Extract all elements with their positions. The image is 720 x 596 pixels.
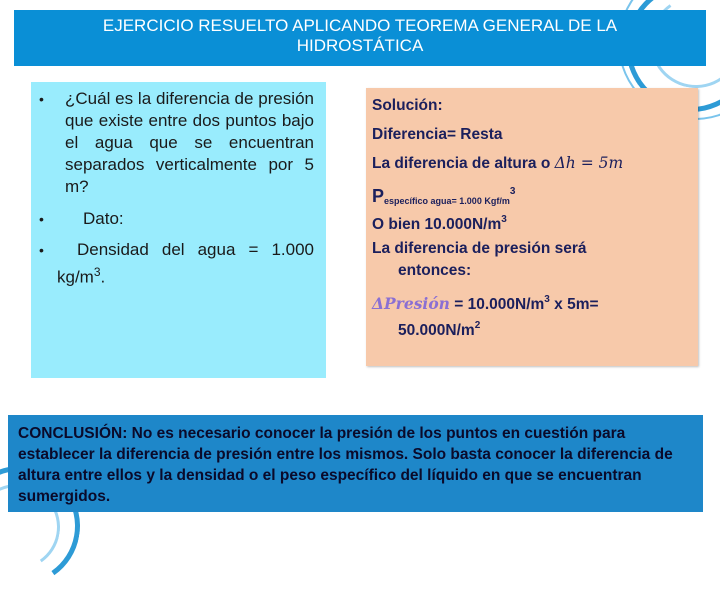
height-formula: Δh = 5m (554, 154, 624, 173)
bullet: • (39, 242, 44, 258)
slide-title (14, 10, 706, 66)
question-text: ¿Cuál es la diferencia de presión que existe entre dos puntos bajo el agua que se encuentran separados verticalmente por 5 m? (65, 89, 314, 196)
solution-heading: Solución: (372, 97, 443, 114)
solution-panel (366, 88, 698, 366)
conclusion-panel (8, 415, 703, 512)
solution-then: entonces: (398, 261, 472, 279)
solution-result: $50.000N/m^2$ (398, 319, 481, 339)
solution-height: La diferencia de altura o Δh = 5m (372, 154, 624, 173)
delta-pressure-symbol: ΔPresión (372, 293, 450, 313)
solution-specific-weight: Pespecífico agua= 1.000 Kgf/$m^3$ (372, 185, 516, 206)
bullet: • (39, 211, 44, 227)
conclusion-text: CONCLUSIÓN: No es necesario conocer la presión de los puntos en cuestión para establecer la diferencia de presión entre los mismos. Solo basta conocer la diferencia de altura entre ellos y la densidad o el peso específico del líquido en que se encuentran sumergidos. (18, 425, 673, 505)
data-label: Dato: (83, 209, 124, 228)
title-line-2: HIDROSTÁTICA (296, 36, 424, 55)
solution-pressure-text: La diferencia de presión será (372, 239, 587, 257)
question-panel (31, 82, 326, 378)
solution-or-else: O bien $10.000N/m^3$ (372, 214, 507, 234)
title-line-1: EJERCICIO RESUELTO APLICANDO TEOREMA GENERAL DE LA (102, 16, 618, 35)
density-text: Densidad del agua = 1.000 $kg/m^3$. (57, 240, 314, 287)
question-item (39, 88, 314, 198)
data-item (39, 208, 314, 230)
solution-difference: Diferencia= Resta (372, 125, 503, 143)
bullet: • (39, 91, 44, 107)
solution-calc: ΔPresión = $10.000N/m^3$ x 5m= (372, 293, 599, 313)
density-item (39, 239, 314, 289)
